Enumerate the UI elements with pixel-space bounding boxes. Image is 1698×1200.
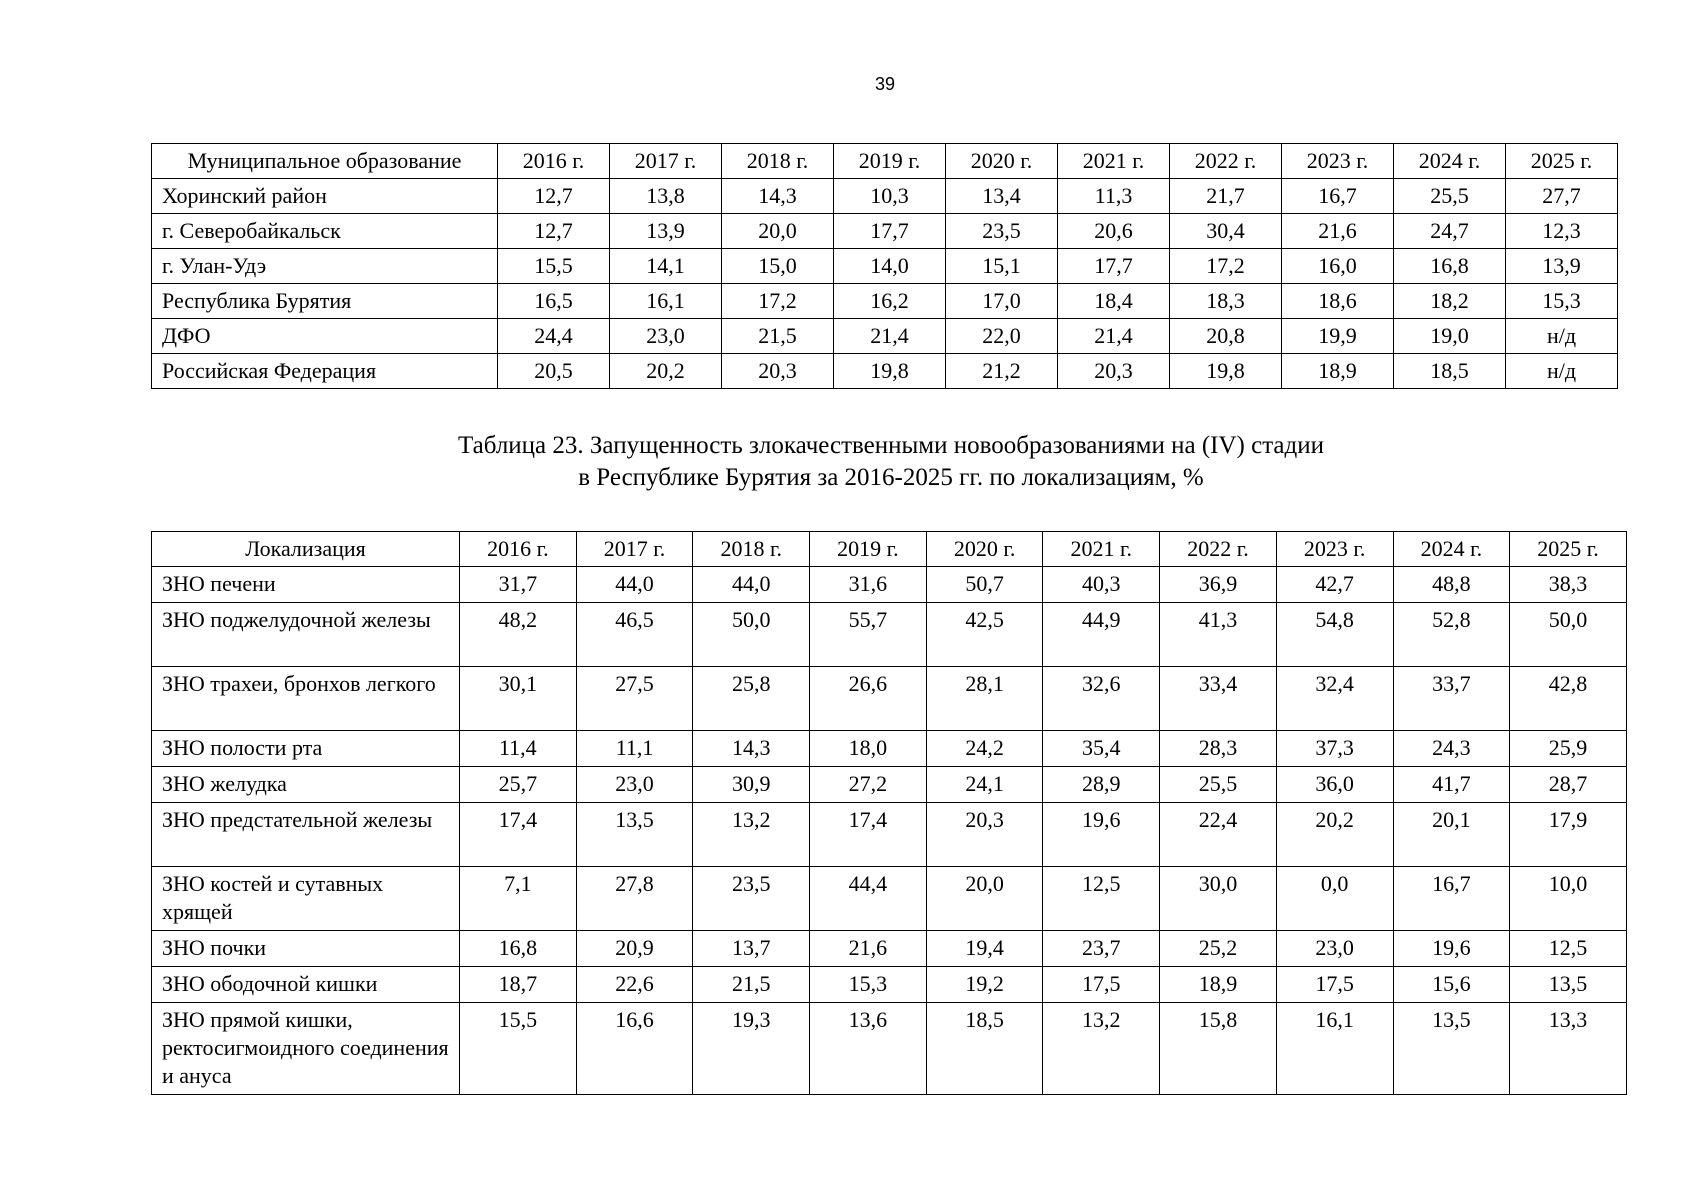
column-header: 2020 г. xyxy=(946,144,1058,179)
value-cell: 23,5 xyxy=(946,214,1058,249)
row-label-cell: ЗНО предстательной железы xyxy=(152,803,460,867)
table-row xyxy=(152,867,1627,931)
value-cell: 13,2 xyxy=(1043,1003,1160,1095)
value-cell: н/д xyxy=(1506,354,1618,389)
value-cell: 15,5 xyxy=(498,249,610,284)
value-cell: 23,0 xyxy=(610,319,722,354)
value-cell: 11,1 xyxy=(576,731,693,767)
table-caption xyxy=(151,430,1631,494)
table-row xyxy=(152,249,1618,284)
value-cell: 18,4 xyxy=(1058,284,1170,319)
value-cell: 20,0 xyxy=(926,867,1043,931)
value-cell: 17,4 xyxy=(460,803,577,867)
value-cell: 20,0 xyxy=(722,214,834,249)
value-cell: 13,2 xyxy=(693,803,810,867)
value-cell: 44,0 xyxy=(693,567,810,603)
value-cell: 12,3 xyxy=(1506,214,1618,249)
table-row xyxy=(152,803,1627,867)
value-cell: 16,2 xyxy=(834,284,946,319)
column-header: 2021 г. xyxy=(1043,532,1160,567)
value-cell: 28,3 xyxy=(1160,731,1277,767)
value-cell: 18,2 xyxy=(1394,284,1506,319)
value-cell: 27,7 xyxy=(1506,179,1618,214)
value-cell: 44,4 xyxy=(810,867,927,931)
value-cell: 17,5 xyxy=(1043,967,1160,1003)
value-cell: 20,8 xyxy=(1170,319,1282,354)
column-header: 2023 г. xyxy=(1282,144,1394,179)
column-header: 2022 г. xyxy=(1170,144,1282,179)
value-cell: 13,9 xyxy=(1506,249,1618,284)
value-cell: 28,7 xyxy=(1510,767,1627,803)
value-cell: 18,5 xyxy=(926,1003,1043,1095)
value-cell: 15,5 xyxy=(460,1003,577,1095)
value-cell: 24,7 xyxy=(1394,214,1506,249)
value-cell: 50,7 xyxy=(926,567,1043,603)
value-cell: 25,7 xyxy=(460,767,577,803)
value-cell: 23,7 xyxy=(1043,931,1160,967)
column-header: 2024 г. xyxy=(1393,532,1510,567)
value-cell: 16,8 xyxy=(460,931,577,967)
column-header: 2025 г. xyxy=(1506,144,1618,179)
value-cell: 20,2 xyxy=(1276,803,1393,867)
row-label-cell: Хоринский район xyxy=(152,179,498,214)
value-cell: 17,2 xyxy=(1170,249,1282,284)
value-cell: 7,1 xyxy=(460,867,577,931)
value-cell: 24,4 xyxy=(498,319,610,354)
value-cell: 24,1 xyxy=(926,767,1043,803)
value-cell: 10,3 xyxy=(834,179,946,214)
value-cell: 52,8 xyxy=(1393,603,1510,667)
caption-line-1: Таблица 23. Запущенность злокачественными новообразованиями на (IV) стадии xyxy=(457,432,1324,459)
table-row xyxy=(152,731,1627,767)
value-cell: 22,0 xyxy=(946,319,1058,354)
value-cell: 23,0 xyxy=(576,767,693,803)
column-header: Локализация xyxy=(152,532,460,567)
column-header: 2017 г. xyxy=(576,532,693,567)
row-label-cell: ДФО xyxy=(152,319,498,354)
value-cell: 33,4 xyxy=(1160,667,1277,731)
value-cell: 20,3 xyxy=(722,354,834,389)
value-cell: 15,3 xyxy=(1506,284,1618,319)
row-label-cell: ЗНО полости рта xyxy=(152,731,460,767)
value-cell: 13,7 xyxy=(693,931,810,967)
value-cell: 14,3 xyxy=(722,179,834,214)
row-label-cell: ЗНО прямой кишки, ректосигмоидного соединения и ануса xyxy=(152,1003,460,1095)
value-cell: 20,3 xyxy=(926,803,1043,867)
row-label-cell: ЗНО желудка xyxy=(152,767,460,803)
table-row xyxy=(152,214,1618,249)
value-cell: 16,0 xyxy=(1282,249,1394,284)
value-cell: 23,0 xyxy=(1276,931,1393,967)
value-cell: 33,7 xyxy=(1393,667,1510,731)
value-cell: 11,3 xyxy=(1058,179,1170,214)
value-cell: 20,1 xyxy=(1393,803,1510,867)
row-label-cell: г. Северобайкальск xyxy=(152,214,498,249)
value-cell: 24,3 xyxy=(1393,731,1510,767)
caption-line-2: в Республике Бурятия за 2016-2025 гг. по локализациям, % xyxy=(578,464,1204,491)
value-cell: 18,9 xyxy=(1160,967,1277,1003)
value-cell: 17,4 xyxy=(810,803,927,867)
value-cell: 13,8 xyxy=(610,179,722,214)
value-cell: 21,5 xyxy=(693,967,810,1003)
value-cell: 32,6 xyxy=(1043,667,1160,731)
value-cell: 21,7 xyxy=(1170,179,1282,214)
column-header: 2020 г. xyxy=(926,532,1043,567)
column-header: 2019 г. xyxy=(810,532,927,567)
value-cell: 27,5 xyxy=(576,667,693,731)
value-cell: 19,8 xyxy=(834,354,946,389)
value-cell: 19,6 xyxy=(1393,931,1510,967)
value-cell: 18,3 xyxy=(1170,284,1282,319)
value-cell: 0,0 xyxy=(1276,867,1393,931)
row-label-cell: ЗНО поджелудочной железы xyxy=(152,603,460,667)
value-cell: 13,3 xyxy=(1510,1003,1627,1095)
value-cell: 24,2 xyxy=(926,731,1043,767)
value-cell: 18,5 xyxy=(1394,354,1506,389)
row-label-cell: Республика Бурятия xyxy=(152,284,498,319)
value-cell: 13,9 xyxy=(610,214,722,249)
table-row xyxy=(152,179,1618,214)
value-cell: 54,8 xyxy=(1276,603,1393,667)
value-cell: 25,9 xyxy=(1510,731,1627,767)
value-cell: 19,2 xyxy=(926,967,1043,1003)
value-cell: 30,1 xyxy=(460,667,577,731)
row-label-cell: ЗНО ободочной кишки xyxy=(152,967,460,1003)
column-header: 2017 г. xyxy=(610,144,722,179)
value-cell: 25,5 xyxy=(1160,767,1277,803)
column-header: 2021 г. xyxy=(1058,144,1170,179)
value-cell: 13,5 xyxy=(576,803,693,867)
localization-table xyxy=(151,531,1627,1095)
value-cell: 17,7 xyxy=(834,214,946,249)
value-cell: 22,4 xyxy=(1160,803,1277,867)
value-cell: 21,5 xyxy=(722,319,834,354)
value-cell: 19,8 xyxy=(1170,354,1282,389)
value-cell: 12,5 xyxy=(1043,867,1160,931)
value-cell: 25,2 xyxy=(1160,931,1277,967)
value-cell: 21,4 xyxy=(834,319,946,354)
value-cell: 15,3 xyxy=(810,967,927,1003)
value-cell: 13,5 xyxy=(1510,967,1627,1003)
column-header: 2019 г. xyxy=(834,144,946,179)
value-cell: 18,6 xyxy=(1282,284,1394,319)
column-header: 2025 г. xyxy=(1510,532,1627,567)
value-cell: 16,1 xyxy=(610,284,722,319)
value-cell: 19,0 xyxy=(1394,319,1506,354)
value-cell: н/д xyxy=(1506,319,1618,354)
row-label-cell: ЗНО печени xyxy=(152,567,460,603)
value-cell: 21,6 xyxy=(810,931,927,967)
table-row xyxy=(152,603,1627,667)
row-label-cell: ЗНО костей и сутавных хрящей xyxy=(152,867,460,931)
table-header-row xyxy=(152,532,1627,567)
value-cell: 13,4 xyxy=(946,179,1058,214)
column-header: 2016 г. xyxy=(460,532,577,567)
value-cell: 50,0 xyxy=(693,603,810,667)
value-cell: 16,1 xyxy=(1276,1003,1393,1095)
value-cell: 16,7 xyxy=(1393,867,1510,931)
value-cell: 42,8 xyxy=(1510,667,1627,731)
table-row xyxy=(152,667,1627,731)
value-cell: 20,3 xyxy=(1058,354,1170,389)
value-cell: 20,2 xyxy=(610,354,722,389)
column-header: 2018 г. xyxy=(722,144,834,179)
value-cell: 20,9 xyxy=(576,931,693,967)
table-row xyxy=(152,767,1627,803)
table-row xyxy=(152,567,1627,603)
value-cell: 21,2 xyxy=(946,354,1058,389)
value-cell: 31,6 xyxy=(810,567,927,603)
value-cell: 36,0 xyxy=(1276,767,1393,803)
value-cell: 14,1 xyxy=(610,249,722,284)
table-row xyxy=(152,319,1618,354)
value-cell: 15,0 xyxy=(722,249,834,284)
value-cell: 55,7 xyxy=(810,603,927,667)
row-label-cell: ЗНО трахеи, бронхов легкого xyxy=(152,667,460,731)
value-cell: 20,6 xyxy=(1058,214,1170,249)
value-cell: 15,1 xyxy=(946,249,1058,284)
value-cell: 48,8 xyxy=(1393,567,1510,603)
row-label-cell: Российская Федерация xyxy=(152,354,498,389)
value-cell: 19,9 xyxy=(1282,319,1394,354)
value-cell: 41,7 xyxy=(1393,767,1510,803)
value-cell: 23,5 xyxy=(693,867,810,931)
value-cell: 16,5 xyxy=(498,284,610,319)
value-cell: 32,4 xyxy=(1276,667,1393,731)
value-cell: 28,9 xyxy=(1043,767,1160,803)
value-cell: 10,0 xyxy=(1510,867,1627,931)
value-cell: 30,0 xyxy=(1160,867,1277,931)
value-cell: 36,9 xyxy=(1160,567,1277,603)
value-cell: 17,7 xyxy=(1058,249,1170,284)
value-cell: 27,8 xyxy=(576,867,693,931)
value-cell: 18,0 xyxy=(810,731,927,767)
value-cell: 20,5 xyxy=(498,354,610,389)
value-cell: 41,3 xyxy=(1160,603,1277,667)
value-cell: 16,7 xyxy=(1282,179,1394,214)
value-cell: 11,4 xyxy=(460,731,577,767)
value-cell: 22,6 xyxy=(576,967,693,1003)
value-cell: 44,0 xyxy=(576,567,693,603)
page-number: 39 xyxy=(874,74,896,94)
value-cell: 25,8 xyxy=(693,667,810,731)
value-cell: 14,0 xyxy=(834,249,946,284)
value-cell: 12,7 xyxy=(498,179,610,214)
value-cell: 19,3 xyxy=(693,1003,810,1095)
value-cell: 42,7 xyxy=(1276,567,1393,603)
column-header: 2022 г. xyxy=(1160,532,1277,567)
value-cell: 26,6 xyxy=(810,667,927,731)
value-cell: 12,5 xyxy=(1510,931,1627,967)
value-cell: 44,9 xyxy=(1043,603,1160,667)
value-cell: 30,9 xyxy=(693,767,810,803)
column-header: 2023 г. xyxy=(1276,532,1393,567)
table-row xyxy=(152,284,1618,319)
table-row xyxy=(152,1003,1627,1095)
value-cell: 50,0 xyxy=(1510,603,1627,667)
value-cell: 17,9 xyxy=(1510,803,1627,867)
table-row xyxy=(152,967,1627,1003)
value-cell: 40,3 xyxy=(1043,567,1160,603)
value-cell: 21,6 xyxy=(1282,214,1394,249)
value-cell: 13,6 xyxy=(810,1003,927,1095)
row-label-cell: ЗНО почки xyxy=(152,931,460,967)
value-cell: 15,8 xyxy=(1160,1003,1277,1095)
value-cell: 21,4 xyxy=(1058,319,1170,354)
value-cell: 28,1 xyxy=(926,667,1043,731)
value-cell: 48,2 xyxy=(460,603,577,667)
value-cell: 27,2 xyxy=(810,767,927,803)
value-cell: 16,8 xyxy=(1394,249,1506,284)
value-cell: 46,5 xyxy=(576,603,693,667)
value-cell: 17,5 xyxy=(1276,967,1393,1003)
column-header: 2024 г. xyxy=(1394,144,1506,179)
value-cell: 19,4 xyxy=(926,931,1043,967)
value-cell: 19,6 xyxy=(1043,803,1160,867)
table-header-row xyxy=(152,144,1618,179)
value-cell: 12,7 xyxy=(498,214,610,249)
value-cell: 17,2 xyxy=(722,284,834,319)
column-header: Муниципальное образование xyxy=(152,144,498,179)
table-row xyxy=(152,354,1618,389)
column-header: 2016 г. xyxy=(498,144,610,179)
value-cell: 25,5 xyxy=(1394,179,1506,214)
value-cell: 35,4 xyxy=(1043,731,1160,767)
value-cell: 30,4 xyxy=(1170,214,1282,249)
value-cell: 37,3 xyxy=(1276,731,1393,767)
column-header: 2018 г. xyxy=(693,532,810,567)
value-cell: 17,0 xyxy=(946,284,1058,319)
table-row xyxy=(152,931,1627,967)
value-cell: 31,7 xyxy=(460,567,577,603)
value-cell: 13,5 xyxy=(1393,1003,1510,1095)
municipal-table xyxy=(151,143,1618,389)
row-label-cell: г. Улан-Удэ xyxy=(152,249,498,284)
value-cell: 18,9 xyxy=(1282,354,1394,389)
value-cell: 15,6 xyxy=(1393,967,1510,1003)
value-cell: 18,7 xyxy=(460,967,577,1003)
value-cell: 42,5 xyxy=(926,603,1043,667)
value-cell: 16,6 xyxy=(576,1003,693,1095)
value-cell: 14,3 xyxy=(693,731,810,767)
value-cell: 38,3 xyxy=(1510,567,1627,603)
